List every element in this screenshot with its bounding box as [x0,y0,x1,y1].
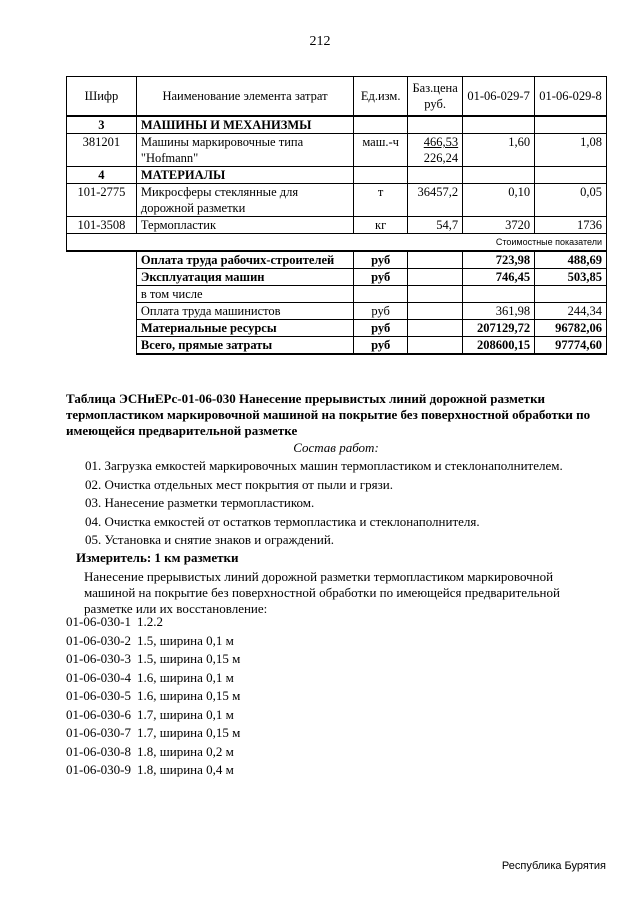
header-col-2: 01-06-029-8 [535,77,607,117]
row-price: 36457,2 [408,184,463,217]
summary-unit: руб [354,320,408,337]
work-item: 03. Нанесение разметки термопластиком. [85,495,315,510]
item-text: 1.8, ширина 0,4 м [137,762,234,777]
item-text: 1.5, ширина 0,1 м [137,632,234,648]
row-value-1: 3720 [463,217,535,234]
sostav-label: Состав работ: [293,440,379,455]
summary-value-2: 488,69 [535,251,607,269]
item-text: 1.6, ширина 0,1 м [137,669,234,685]
summary-unit: руб [354,269,408,286]
summary-value-1 [463,286,535,303]
machines-title: МАШИНЫ И МЕХАНИЗМЫ [136,116,353,134]
footer-region: Республика Бурятия [501,860,606,872]
summary-row [67,320,607,337]
summary-value-1: 361,98 [463,303,535,320]
izmeritel: Измеритель: 1 км разметки [76,550,239,565]
cost-table [66,76,607,355]
row-price: 54,7 [408,217,463,234]
summary-value-2 [535,286,607,303]
description: Нанесение прерывистых линий дорожной разметки термопластиком маркировочной машиной на покрытие без поверхностной обработки по имеющейся предварительной разметке или их восстановление: [84,569,560,616]
item-text: 1.7, ширина 0,15 м [137,725,241,740]
summary-value-1: 723,98 [463,251,535,269]
item-text: 1.6, ширина 0,15 м [137,688,241,703]
header-unit: Ед.изм. [354,77,408,117]
price-value-2: 226,24 [423,151,459,165]
table-row [67,217,607,234]
stoim-row [67,234,607,252]
list-item [66,725,606,744]
row-value-2: 1,08 [535,134,607,167]
row-value-1: 1,60 [463,134,535,167]
item-text: 1.8, ширина 0,2 м [137,743,234,759]
item-text: 1.5, ширина 0,15 м [137,651,241,666]
summary-unit: руб [354,251,408,269]
item-code: 01-06-030-1 [66,614,131,629]
row-name: Машины маркировочные типа "Hofmann" [136,134,353,167]
item-text: 1.7, ширина 0,1 м [137,706,234,722]
machines-section-row [67,116,607,134]
work-item: 01. Загрузка емкостей маркировочных машин термопластиком и стеклонаполнителем. [85,458,563,473]
row-unit: кг [354,217,408,234]
summary-name: Оплата труда машинистов [136,303,353,320]
summary-name: Эксплуатация машин [136,269,353,286]
item-code: 01-06-030-9 [66,762,131,777]
summary-value-1: 207129,72 [463,320,535,337]
work-item: 04. Очистка емкостей от остатков термопластика и стеклонаполнителя. [85,513,480,529]
row-unit: маш.-ч [354,134,408,167]
summary-name: Оплата труда рабочих-строителей [136,251,353,269]
summary-value-2: 503,85 [535,269,607,286]
stoim-label: Стоимостные показатели [67,234,607,252]
row-value-2: 0,05 [535,184,607,217]
row-name: Термопластик [136,217,353,234]
materials-code: 4 [67,167,137,184]
item-code: 01-06-030-3 [66,651,131,666]
summary-value-2: 97774,60 [535,337,607,355]
row-value-2: 1736 [535,217,607,234]
list-item [66,614,606,633]
summary-unit: руб [354,303,408,320]
row-name: Микросферы стеклянные для дорожной разметки [136,184,353,217]
item-code: 01-06-030-4 [66,669,131,685]
list-item [66,633,606,652]
work-item: 05. Установка и снятие знаков и ограждений. [85,532,335,547]
summary-row [67,337,607,355]
materials-section-row [67,167,607,184]
summary-unit [354,286,408,303]
header-price: Баз.цена руб. [408,77,463,117]
item-code: 01-06-030-5 [66,688,131,703]
summary-row [67,286,607,303]
summary-row [67,251,607,269]
row-value-1: 0,10 [463,184,535,217]
item-code: 01-06-030-8 [66,743,131,759]
summary-unit: руб [354,337,408,355]
materials-title: МАТЕРИАЛЫ [136,167,353,184]
machines-code: 3 [67,116,137,134]
list-item [66,707,606,726]
work-item: 02. Очистка отдельных мест покрытия от пыли и грязи. [85,476,393,492]
summary-name: в том числе [136,286,353,303]
summary-row [67,303,607,320]
item-text: 1.2.2 [137,614,163,629]
row-code: 101-3508 [67,217,137,234]
row-price [408,134,463,167]
works-list [85,458,625,551]
summary-value-2: 96782,06 [535,320,607,337]
list-item [66,688,606,707]
page-number: 212 [309,34,331,49]
summary-value-2: 244,34 [535,303,607,320]
summary-value-1: 746,45 [463,269,535,286]
item-code: 01-06-030-2 [66,632,131,648]
price-value-1: 466,53 [423,135,459,149]
row-code: 101-2775 [67,184,137,217]
table-row [67,184,607,217]
list-item [66,762,606,781]
header-name: Наименование элемента затрат [136,77,353,117]
summary-name: Материальные ресурсы [136,320,353,337]
row-code: 381201 [67,134,137,167]
header-col-1: 01-06-029-7 [463,77,535,117]
summary-name: Всего, прямые затраты [136,337,353,355]
list-item [66,670,606,689]
item-code: 01-06-030-6 [66,706,131,722]
summary-rows [67,251,607,354]
table-header-row [67,77,607,117]
row-unit: т [354,184,408,217]
summary-row [67,269,607,286]
list-item [66,651,606,670]
section-title: Таблица ЭСНиЕРс-01-06-030 Нанесение прерывистых линий дорожной разметки термопластиком маркировочной машиной на покрытие без поверхностной обработки по имеющейся предварительной разметке [66,391,591,438]
summary-value-1: 208600,15 [463,337,535,355]
list-item [66,744,606,763]
header-code: Шифр [67,77,137,117]
item-code: 01-06-030-7 [66,725,131,740]
table-row [67,134,607,167]
items-list [66,614,606,781]
